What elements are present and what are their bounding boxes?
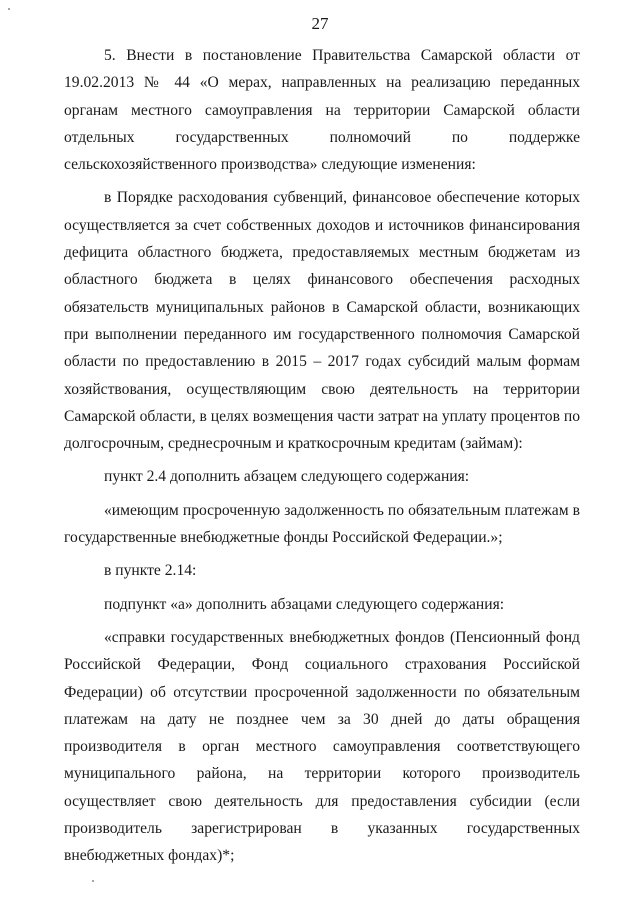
paragraph-clause-2-14: в пункте 2.14: xyxy=(104,562,197,580)
paragraph-clause-2-4: пункт 2.4 дополнить абзацем следующего содержания: xyxy=(104,468,470,486)
scan-speck xyxy=(8,8,10,10)
paragraph-item-5: 5. Внести в постановление Правительства Самарской области от 19.02.2013 № 44 «О мерах, направленных на реализацию переданных органам местного самоуправления на территории Самарской области отдельных государственных полномочий по поддержке сельскохозяйственного производства» следующие изменения: xyxy=(64,47,580,174)
page-number: 27 xyxy=(311,14,329,33)
document-body xyxy=(64,42,580,870)
paragraph-clause-2-4-text: «имеющим просроченную задолженность по обязательным платежам в государственные внебюджетные фонды Российской Федерации.»; xyxy=(64,501,580,547)
paragraph-order-amendment: в Порядке расходования субвенций, финансовое обеспечение которых осуществляется за счет собственных доходов и источников финансирования дефицита областного бюджета, предоставляемых местным бюджетам из областного бюджета в целях финансового обеспечения расходных обязательств муниципальных районов в Самарской области, возникающих при выполнении переданного им государственного полномочия Самарской области по предоставлению в 2015 – 2017 годах субсидий малым формам хозяйствования, осуществляющим свою деятельность на территории Самарской области, в целях возмещения части затрат на уплату процентов по долгосрочным, среднесрочным и краткосрочным кредитам (займам): xyxy=(64,189,580,453)
paragraph-subclause-a: подпункт «а» дополнить абзацами следующего содержания: xyxy=(104,595,505,613)
paragraph-subclause-a-text: «справки государственных внебюджетных фондов (Пенсионный фонд Российской Федерации, Фонд социального страхования Российской Федерации) об отсутствии просроченной задолженности по обязательным платежам на дату не позднее чем за 30 дней до даты обращения производителя в орган местного самоуправления соответствующего муниципального района, на территории которого производитель осуществляет свою деятельность для предоставления субсидии (если производитель зарегистрирован в указанных государственных внебюджетных фондах)*; xyxy=(64,628,580,865)
scan-speck xyxy=(92,880,94,882)
